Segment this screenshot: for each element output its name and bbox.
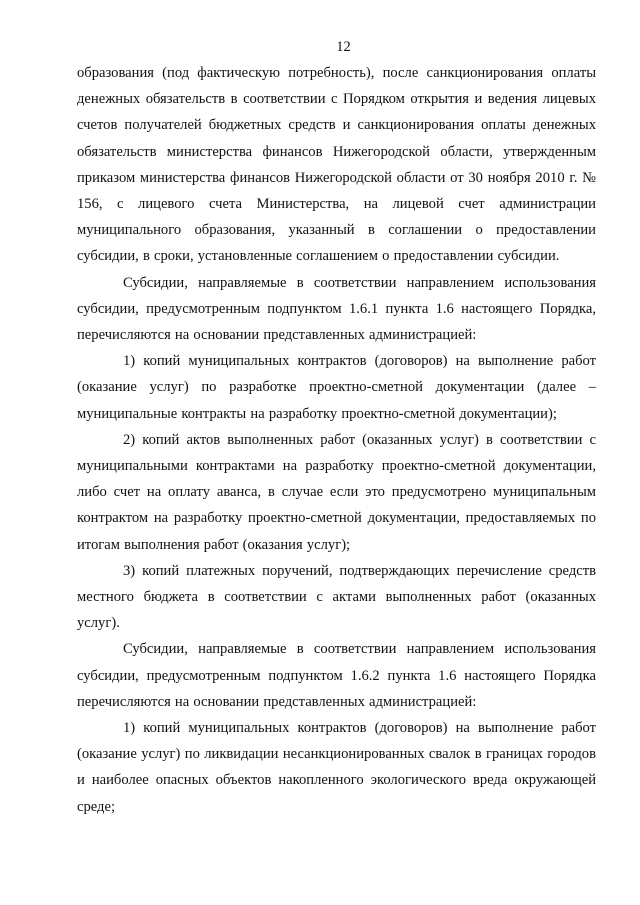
paragraph: Субсидии, направляемые в соответствии направлением использования субсидии, предусмотренным подпунктом 1.6.1 пункта 1.6 настоящего Порядка, перечисляются на основании представленных администрацией: xyxy=(77,274,596,344)
list-item: 2) копий актов выполненных работ (оказанных услуг) в соответствии с муниципальными контрактами на разработку проектно-сметной документации, либо счет на оплату аванса, в случае если это предусмотрено муниципальным контрактом на разработку проектно-сметной документации, предоставляемых по итогам выполнения работ (оказания услуг); xyxy=(77,431,596,553)
paragraph: Субсидии, направляемые в соответствии направлением использования субсидии, предусмотренным подпунктом 1.6.2 пункта 1.6 настоящего Порядка перечисляются на основании представленных администрацией: xyxy=(77,641,596,710)
list-item: 1) копий муниципальных контрактов (договоров) на выполнение работ (оказание услуг) по разработке проектно-сметной документации (далее – муниципальные контракты на разработку проектно-сметной документации); xyxy=(77,353,596,422)
paragraph: образования (под фактическую потребность), после санкционирования оплаты денежных обязательств в соответствии с Порядком открытия и ведения лицевых счетов получателей бюджетных средств и санкционирования оплаты денежных обязательств министерства финансов Нижегородской области, утвержденным приказом министерства финансов Нижегородской области от 30 ноября 2010 г. № 156, с лицевого счета Министерства, на лицевой счет администрации муниципального образования, указанный в соглашении о предоставлении субсидии, в сроки, установленные соглашением о предоставлении субсидии. xyxy=(77,65,596,265)
list-item: 1) копий муниципальных контрактов (договоров) на выполнение работ (оказание услуг) по ликвидации несанкционированных свалок в границах городов и наиболее опасных объектов накопленного экологического вреда окружающей среде; xyxy=(77,720,596,815)
list-item: 3) копий платежных поручений, подтверждающих перечисление средств местного бюджета в соответствии с актами выполненных работ (оказанных услуг). xyxy=(77,562,596,632)
document-body xyxy=(77,60,596,820)
page-number: 12 xyxy=(336,39,351,55)
